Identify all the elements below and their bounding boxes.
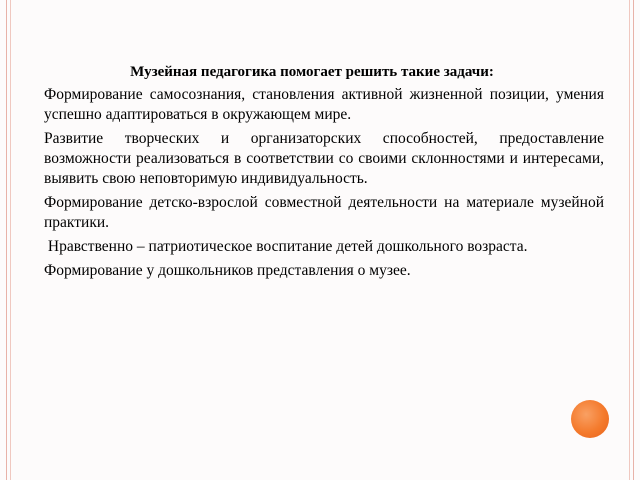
list-item	[20, 261, 604, 281]
slide-title: Музейная педагогика помогает решить такие задачи:	[130, 64, 494, 80]
list-item	[20, 85, 604, 125]
list-item-text: Формирование у дошкольников представления о музее.	[44, 262, 411, 279]
left-border-line-outer	[6, 0, 7, 480]
right-border-line-inner	[629, 0, 630, 480]
list-item-text: Формирование детско-взрослой совместной деятельности на материале музейной практики.	[44, 194, 604, 231]
list-item-text: Развитие творческих и организаторских способностей, предоставление возможности реализоваться в соответствии со своими склонностями и интересами, выявить свою неповторимую индивидуальность.	[44, 130, 604, 187]
orange-circle-decoration	[571, 400, 609, 438]
bullet-list	[20, 85, 604, 281]
list-item	[20, 237, 604, 257]
list-item-text: Формирование самосознания, становления активной жизненной позиции, умения успешно адаптироваться в окружающем мире.	[44, 86, 604, 123]
list-item	[20, 129, 604, 189]
right-border-line-outer	[633, 0, 634, 480]
slide-content	[20, 62, 604, 285]
list-item-text: Нравственно – патриотическое воспитание детей дошкольного возраста.	[44, 238, 528, 255]
list-item	[20, 193, 604, 233]
left-border-line-inner	[10, 0, 11, 480]
